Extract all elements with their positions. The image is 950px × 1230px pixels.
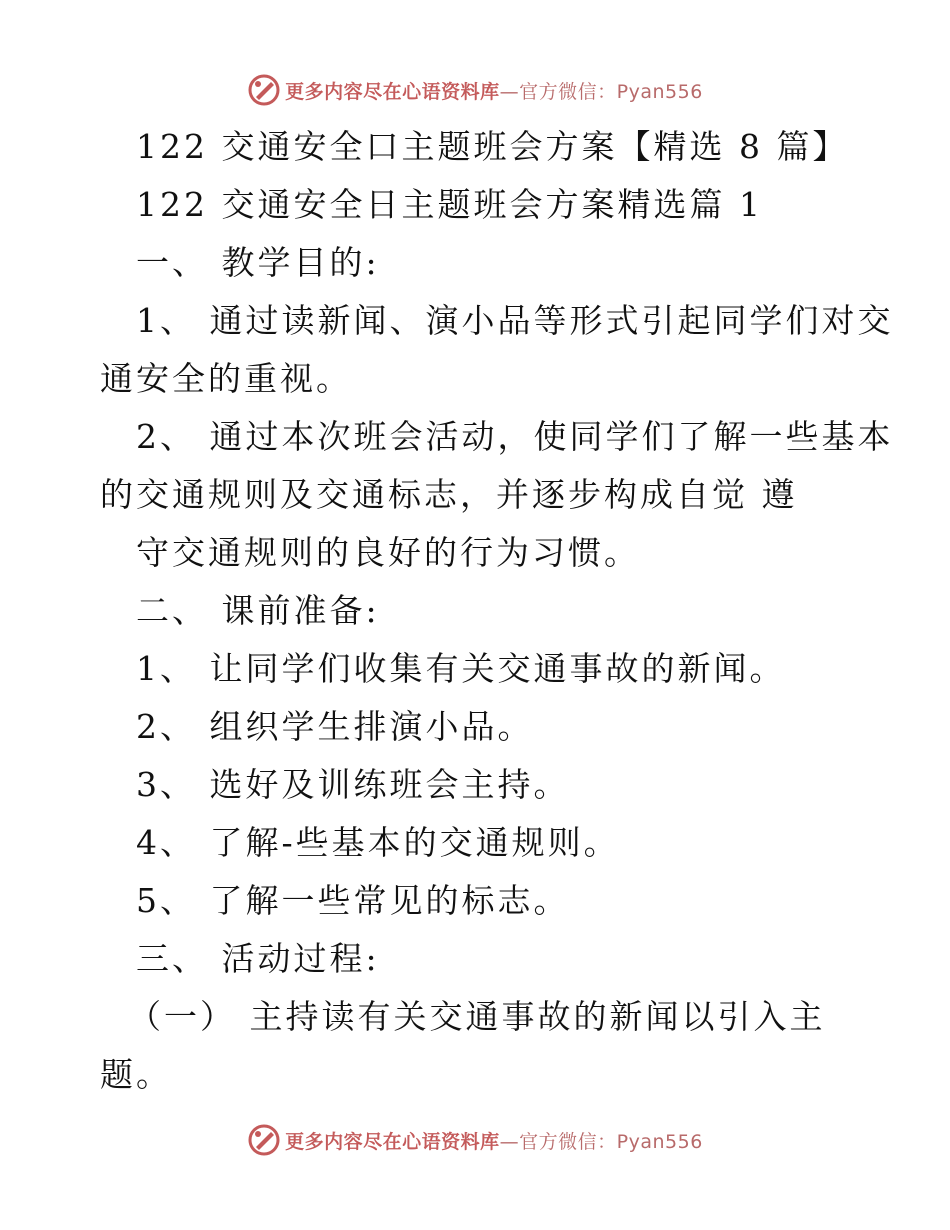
paragraph-line: 的交通规则及交通标志，并逐步构成自觉 遵	[100, 475, 798, 514]
list-item: 4、 了解-些基本的交通规则。	[136, 823, 620, 862]
document-title: 122 交通安全口主题班会方案【精选 8 篇】	[136, 127, 849, 166]
watermark-brand: 更多内容尽在心语资料库	[285, 1130, 500, 1153]
list-item: 2、 组织学生排演小品。	[136, 707, 534, 746]
watermark-text	[285, 1127, 703, 1154]
logo-icon	[247, 73, 281, 107]
paragraph-line: 1、 通过读新闻、演小品等形式引起同学们对交	[136, 301, 894, 340]
logo-icon	[247, 1123, 281, 1157]
watermark-brand: 更多内容尽在心语资料库	[285, 80, 500, 103]
watermark-contact: 官方微信：Pyan556	[519, 1130, 703, 1153]
list-item: 5、 了解一些常见的标志。	[136, 881, 570, 920]
watermark-contact: 官方微信：Pyan556	[519, 80, 703, 103]
watermark-footer	[0, 1120, 950, 1160]
paragraph-line: （一） 主持读有关交通事故的新闻以引入主	[128, 997, 826, 1036]
watermark-separator: —	[499, 80, 520, 103]
section-heading: 一、 教学目的:	[136, 243, 380, 282]
paragraph-line: 守交通规则的良好的行为习惯。	[136, 533, 640, 572]
paragraph-line: 通安全的重视。	[100, 359, 352, 398]
paragraph-line: 题。	[100, 1055, 172, 1094]
paragraph-line: 2、 通过本次班会活动，使同学们了解一些基本	[136, 417, 894, 456]
section-heading: 三、 活动过程:	[136, 939, 380, 978]
section-heading: 二、 课前准备:	[136, 591, 380, 630]
list-item: 1、 让同学们收集有关交通事故的新闻。	[136, 649, 786, 688]
section-subtitle: 122 交通安全日主题班会方案精选篇 1	[136, 185, 763, 224]
watermark-header	[0, 70, 950, 110]
watermark-separator: —	[499, 1130, 520, 1153]
list-item: 3、 选好及训练班会主持。	[136, 765, 570, 804]
watermark-text	[285, 77, 703, 104]
